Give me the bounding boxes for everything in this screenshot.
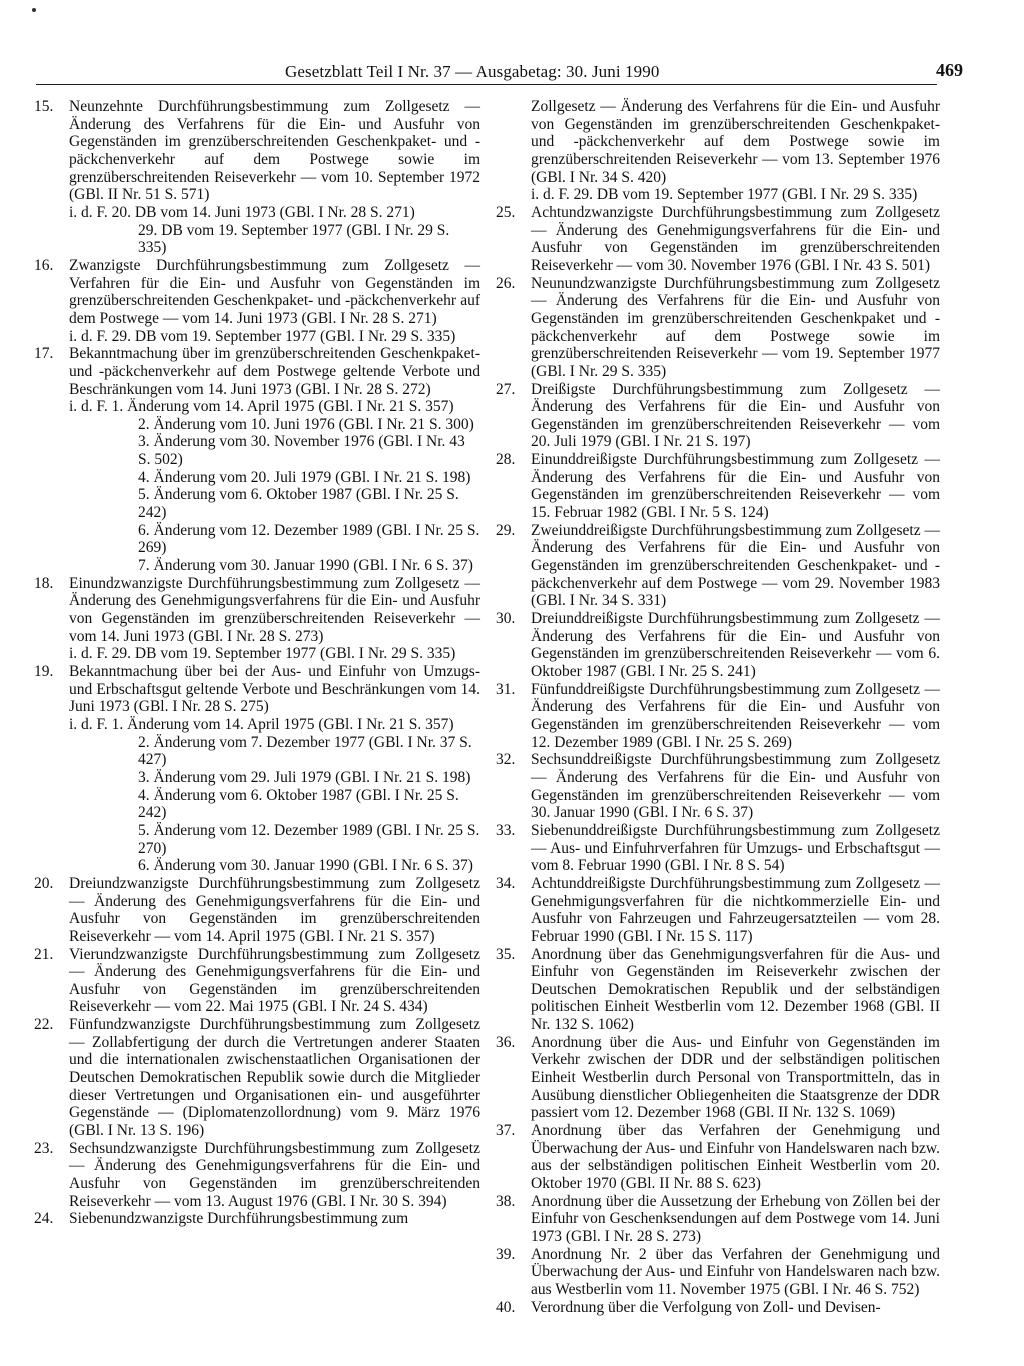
entry-title: Anordnung über das Genehmigungsverfahren für die Aus- und Einfuhr von Gegenständen im Reiseverkehr zwischen der Deutschen Demokratischen Republik und der selbständigen politischen Einheit Westberlin vom 12. Dezember 1968 (GBl. II Nr. 132 S. 1062) bbox=[531, 945, 940, 1034]
amendment-line: 3. Änderung vom 30. November 1976 (GBl. I Nr. 43 S. 502) bbox=[138, 433, 465, 469]
page-header bbox=[0, 58, 1024, 84]
amendment-list bbox=[69, 716, 480, 875]
law-entry bbox=[496, 1122, 940, 1193]
entry-number: 23. bbox=[34, 1139, 54, 1157]
amendment-line: 6. Änderung vom 30. Januar 1990 (GBl. I Nr. 6 S. 37) bbox=[138, 857, 473, 875]
law-entry bbox=[496, 1034, 940, 1122]
entry-title: Anordnung Nr. 2 über das Verfahren der Genehmigung und Überwachung der Aus- und Einfuhr von Handelswaren nach bzw. aus Westberlin vom 11. November 1975 (GBl. I Nr. 46 S. 752) bbox=[531, 1245, 940, 1298]
law-entry bbox=[496, 681, 940, 752]
entry-title: Neunzehnte Durchführungsbestimmung zum Zollgesetz — Änderung des Verfahrens für die Ein- und Ausfuhr von Gegenständen im grenzüberschreitenden Geschenkpaket- und -päckchenverkehr auf dem Postwege sowie im grenzüberschreitenden Reiseverkehr — vom 10. September 1972 (GBl. II Nr. 51 S. 571) bbox=[69, 98, 480, 204]
law-entry bbox=[34, 875, 480, 946]
entry-number: 18. bbox=[34, 574, 54, 592]
entry-number: 34. bbox=[496, 874, 516, 892]
header-rule bbox=[36, 84, 937, 85]
law-entry bbox=[496, 451, 940, 522]
entry-number: 37. bbox=[496, 1122, 516, 1140]
amendment-line: 2. Änderung vom 7. Dezember 1977 (GBl. I Nr. 37 S. 427) bbox=[138, 733, 472, 769]
entry-title: Verordnung über die Verfolgung von Zoll- und Devisen- bbox=[531, 1298, 881, 1316]
amendment-line: 6. Änderung vom 12. Dezember 1989 (GBl. I Nr. 25 S. 269) bbox=[138, 521, 480, 557]
entry-title: Einunddreißigste Durchführungsbestimmung zum Zollgesetz — Änderung des Verfahrens für die Ein- und Ausfuhr von Gegenständen im grenzüberschreitenden Reiseverkehr — vom 15. Februar 1982 (GBl. I Nr. 5 S. 124) bbox=[531, 451, 940, 522]
entry-number: 15. bbox=[34, 98, 54, 115]
amendment-line: 2. Änderung vom 10. Juni 1976 (GBl. I Nr. 21 S. 300) bbox=[138, 415, 474, 433]
entry-title: Siebenundzwanzigste Durchführungsbestimmung zum bbox=[69, 1210, 409, 1228]
entry-number: 39. bbox=[496, 1245, 516, 1263]
entry-number: 33. bbox=[496, 821, 516, 839]
law-entry bbox=[496, 275, 940, 381]
law-entry bbox=[34, 946, 480, 1017]
law-entry bbox=[496, 751, 940, 822]
law-entry bbox=[496, 1246, 940, 1299]
entry-title: Vierundzwanzigste Durchführungsbestimmung zum Zollgesetz — Änderung des Genehmigungsverfahrens für die Ein- und Ausfuhr von Gegenständen im grenzüberschreitenden Reiseverkehr — vom 22. Mai 1975 (GBl. I Nr. 24 S. 434) bbox=[69, 945, 480, 1016]
amendment-line: 7. Änderung vom 30. Januar 1990 (GBl. I Nr. 6 S. 37) bbox=[138, 557, 473, 575]
law-entry bbox=[34, 575, 480, 663]
amendment-list bbox=[69, 398, 480, 575]
law-entry bbox=[496, 522, 940, 610]
amendment-list bbox=[69, 645, 480, 663]
law-entry bbox=[496, 875, 940, 946]
amendment-line: 29. DB vom 19. September 1977 (GBl. I Nr. 29 S. 335) bbox=[138, 221, 450, 257]
entry-title: Siebenunddreißigste Durchführungsbestimmung zum Zollgesetz — Aus- und Einfuhrverfahren für Umzugs- und Erbschaftsgut — vom 8. Februar 1990 (GBl. I Nr. 8 S. 54) bbox=[531, 821, 940, 875]
law-entry bbox=[34, 98, 480, 257]
entry-title: Dreiunddreißigste Durchführungsbestimmung zum Zollgesetz — Änderung des Verfahrens für die Ein- und Ausfuhr von Gegenständen im grenzüberschreitenden Reiseverkehr — vom 6. Oktober 1987 (GBl. I Nr. 25 S. 241) bbox=[531, 610, 940, 680]
entry-title: Dreiundzwanzigste Durchführungsbestimmung zum Zollgesetz — Änderung des Genehmigungsverfahrens für die Ein- und Ausfuhr von Gegenständen im grenzüberschreitenden Reiseverkehr — vom 14. April 1975 (GBl. I Nr. 21 S. 357) bbox=[69, 874, 480, 945]
law-entry bbox=[496, 1193, 940, 1246]
left-column bbox=[34, 98, 480, 1228]
entry-title: Fünfunddreißigste Durchführungsbestimmung zum Zollgesetz — Änderung des Verfahrens für die Ein- und Ausfuhr von Gegenständen im grenzüberschreitenden Reiseverkehr — vom 12. Dezember 1989 (GBl. I Nr. 25 S. 269) bbox=[531, 680, 940, 751]
entry-title: Einundzwanzigste Durchführungsbestimmung zum Zollgesetz — Änderung des Genehmigungsverfahrens für die Ein- und Ausfuhr von Gegenständen im grenzüberschreitenden Reiseverkehr — vom 14. Juni 1973 (GBl. I Nr. 28 S. 273) bbox=[69, 574, 480, 645]
entry-number: 31. bbox=[496, 680, 516, 698]
entry-number: 32. bbox=[496, 751, 516, 769]
amendment-line: i. d. F. 20. DB vom 14. Juni 1973 (GBl. I Nr. 28 S. 271) bbox=[69, 203, 415, 221]
entry-number: 27. bbox=[496, 380, 516, 398]
law-entry bbox=[496, 98, 940, 204]
amendment-line: i. d. F. 1. Änderung vom 14. April 1975 (GBl. I Nr. 21 S. 357) bbox=[69, 715, 454, 733]
entry-number: 25. bbox=[496, 203, 516, 221]
entry-title: Neunundzwanzigste Durchführungsbestimmung zum Zollgesetz — Änderung des Verfahrens für die Ein- und Ausfuhr von Gegenständen im grenzüberschreitenden Geschenkpaket und -päckchenverkehr auf dem Postwege sowie im grenzüberschreitenden Reiseverkehr — vom 19. September 1977 (GBl. I Nr. 29 S. 335) bbox=[531, 274, 940, 380]
entry-title: Anordnung über das Verfahren der Genehmigung und Überwachung der Aus- und Einfuhr von Handelswaren nach bzw. aus der selbständigen politischen Einheit Westberlin vom 20. Oktober 1970 (GBl. II Nr. 88 S. 623) bbox=[531, 1122, 940, 1193]
entry-title: Zwanzigste Durchführungsbestimmung zum Zollgesetz — Verfahren für die Ein- und Ausfuhr von Gegenständen im grenzüberschreitenden Geschenkpaket- und -päckchenverkehr auf dem Postwege — vom 14. Juni 1973 (GBl. I Nr. 28 S. 271) bbox=[69, 256, 480, 327]
amendment-line: 5. Änderung vom 6. Oktober 1987 (GBl. I Nr. 25 S. 242) bbox=[138, 486, 459, 522]
entry-number: 21. bbox=[34, 945, 54, 963]
entry-title: Bekanntmachung über im grenzüberschreitenden Geschenkpaket- und -päckchenverkehr auf dem Postwege geltende Verbote und Beschränkungen vom 14. Juni 1973 (GBl. I Nr. 28 S. 272) bbox=[69, 345, 480, 398]
entry-number: 24. bbox=[34, 1210, 54, 1228]
entry-number: 16. bbox=[34, 256, 54, 274]
entry-number: 38. bbox=[496, 1192, 516, 1210]
entry-number: 30. bbox=[496, 610, 516, 628]
header-title: Gesetzblatt Teil I Nr. 37 — Ausgabetag: 30. Juni 1990 bbox=[285, 62, 660, 81]
amendment-line: 5. Änderung vom 12. Dezember 1989 (GBl. I Nr. 25 S. 270) bbox=[138, 821, 480, 857]
law-entry bbox=[34, 1210, 480, 1228]
entry-number: 29. bbox=[496, 521, 516, 539]
entry-title: Bekanntmachung über bei der Aus- und Einfuhr von Umzugs- und Erbschaftsgut geltende Verbote und Beschränkungen vom 14. Juni 1973 (GBl. I Nr. 28 S. 275) bbox=[69, 663, 480, 716]
entry-number: 19. bbox=[34, 663, 54, 680]
law-entry bbox=[34, 1016, 480, 1140]
amendment-list bbox=[69, 328, 480, 346]
amendment-line: 3. Änderung vom 29. Juli 1979 (GBl. I Nr. 21 S. 198) bbox=[138, 768, 471, 786]
amendment-list bbox=[69, 204, 480, 257]
amendment-line: i. d. F. 1. Änderung vom 14. April 1975 (GBl. I Nr. 21 S. 357) bbox=[69, 398, 454, 416]
law-entry bbox=[34, 257, 480, 345]
amendment-line: 4. Änderung vom 20. Juli 1979 (GBl. I Nr. 21 S. 198) bbox=[138, 468, 471, 486]
law-entry bbox=[496, 204, 940, 275]
amendment-list bbox=[531, 186, 940, 204]
entry-number: 40. bbox=[496, 1298, 516, 1316]
entry-title: Sechsunddreißigste Durchführungsbestimmung zum Zollgesetz — Änderung des Verfahrens für die Ein- und Ausfuhr von Gegenständen im grenzüberschreitenden Reiseverkehr — vom 30. Januar 1990 (GBl. I Nr. 6 S. 37) bbox=[531, 751, 940, 822]
entry-title: Dreißigste Durchführungsbestimmung zum Zollgesetz — Änderung des Verfahrens für die Ein- und Ausfuhr von Gegenständen im grenzüberschreitenden Reiseverkehr — vom 20. Juli 1979 (GBl. I Nr. 21 S. 197) bbox=[531, 380, 940, 451]
amendment-line: i. d. F. 29. DB vom 19. September 1977 (GBl. I Nr. 29 S. 335) bbox=[531, 186, 918, 204]
entry-title: Anordnung über die Aus- und Einfuhr von Gegenständen im Verkehr zwischen der DDR und der selbständigen politischen Einheit Westberlin durch Personal von Transportmitteln, das in Ausübung dienstlicher Obliegenheiten die Staatsgrenze der DDR passiert vom 12. Dezember 1968 (GBl. II Nr. 132 S. 1069) bbox=[531, 1033, 940, 1122]
page-number: 469 bbox=[936, 60, 963, 80]
entry-title: Anordnung über die Aussetzung der Erhebung von Zöllen bei der Einfuhr von Geschenksendungen auf dem Postwege vom 14. Juni 1973 (GBl. I Nr. 28 S. 273) bbox=[531, 1192, 940, 1245]
entry-number: 22. bbox=[34, 1016, 54, 1034]
amendment-line: i. d. F. 29. DB vom 19. September 1977 (GBl. I Nr. 29 S. 335) bbox=[69, 327, 456, 345]
entry-number: 36. bbox=[496, 1033, 516, 1051]
law-entry bbox=[496, 381, 940, 452]
entry-number: 20. bbox=[34, 874, 54, 892]
law-entry bbox=[34, 345, 480, 575]
entry-title: Zollgesetz — Änderung des Verfahrens für die Ein- und Ausfuhr von Gegenständen im grenzüberschreitenden Geschenkpaket- und -päckchenverkehr auf dem Postwege sowie im grenzüberschreitenden Reiseverkehr — vom 13. September 1976 (GBl. I Nr. 34 S. 420) bbox=[531, 98, 940, 186]
entry-number: 26. bbox=[496, 274, 516, 292]
law-entry bbox=[496, 946, 940, 1034]
entry-title: Achtunddreißigste Durchführungsbestimmung zum Zollgesetz — Genehmigungsverfahren für die nichtkommerzielle Ein- und Ausfuhr von Fahrzeugen und Fahrzeugersatzteilen — vom 28. Februar 1990 (GBl. I Nr. 15 S. 117) bbox=[531, 874, 940, 945]
entry-number: 28. bbox=[496, 451, 516, 469]
entry-title: Fünfundzwanzigste Durchführungsbestimmung zum Zollgesetz — Zollabfertigung der durch die Vertretungen anderer Staaten und die internationalen zwischenstaatlichen Organisationen der Deutschen Demokratischen Republik sowie durch die Mitglieder dieser Vertretungen und Organisationen ein- und ausgeführter Gegenstände — (Diplomatenzollordnung) vom 9. März 1976 (GBl. I Nr. 13 S. 196) bbox=[69, 1016, 480, 1140]
law-entry bbox=[34, 663, 480, 875]
scan-speck bbox=[32, 8, 36, 12]
entry-number: 35. bbox=[496, 945, 516, 963]
entry-title: Achtundzwanzigste Durchführungsbestimmung zum Zollgesetz — Änderung des Genehmigungsverfahrens für die Ein- und Ausfuhr von Gegenständen im grenzüberschreitenden Reiseverkehr — vom 30. November 1976 (GBl. I Nr. 43 S. 501) bbox=[531, 203, 940, 274]
law-entry bbox=[496, 822, 940, 875]
entry-number: 17. bbox=[34, 345, 54, 363]
law-entry bbox=[496, 610, 940, 681]
amendment-line: i. d. F. 29. DB vom 19. September 1977 (GBl. I Nr. 29 S. 335) bbox=[69, 645, 456, 663]
amendment-line: 4. Änderung vom 6. Oktober 1987 (GBl. I Nr. 25 S. 242) bbox=[138, 786, 459, 822]
law-entry bbox=[496, 1299, 940, 1317]
entry-title: Zweiunddreißigste Durchführungsbestimmung zum Zollgesetz — Änderung des Verfahrens für die Ein- und Ausfuhr von Gegenständen im grenzüberschreitenden Geschenkpaket- und -päckchenverkehr auf dem Postwege — vom 29. November 1983 (GBl. I Nr. 34 S. 331) bbox=[531, 521, 940, 610]
entry-title: Sechsundzwanzigste Durchführungsbestimmung zum Zollgesetz — Änderung des Genehmigungsverfahrens für die Ein- und Ausfuhr von Gegenständen im grenzüberschreitenden Reiseverkehr — vom 13. August 1976 (GBl. I Nr. 30 S. 394) bbox=[69, 1139, 480, 1210]
right-column bbox=[496, 98, 940, 1316]
law-entry bbox=[34, 1140, 480, 1211]
